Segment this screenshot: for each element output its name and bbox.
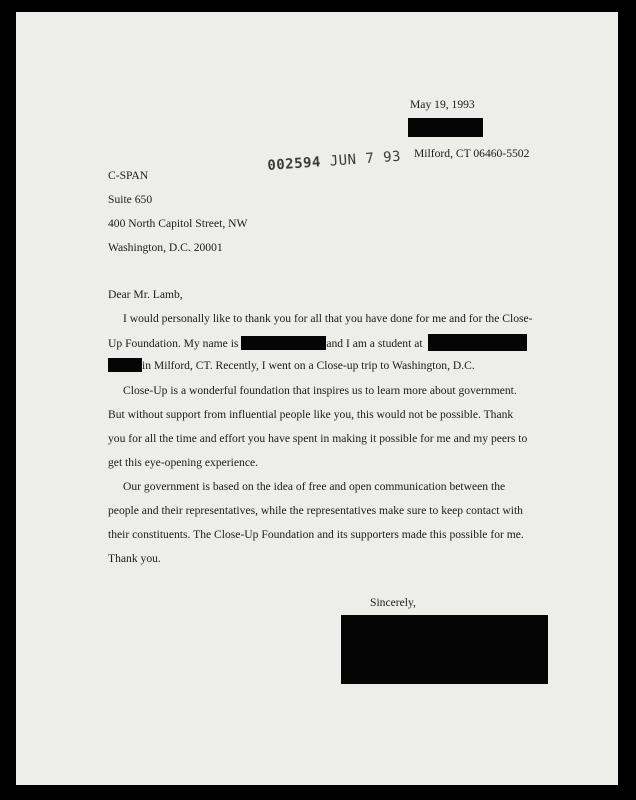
body-line: Thank you. [108, 552, 161, 565]
recipient-city: Washington, D.C. 20001 [108, 241, 223, 254]
redacted-sender-name [408, 118, 483, 137]
body-line: their constituents. The Close-Up Foundation and its supporters made this possible for me. [108, 528, 524, 541]
letter-date: May 19, 1993 [410, 98, 475, 111]
body-text: and I am a student at [326, 337, 423, 350]
received-stamp [267, 149, 402, 174]
recipient-suite: Suite 650 [108, 193, 153, 206]
redacted-school-name [428, 334, 527, 351]
stamp-date: JUN 7 93 [329, 148, 402, 170]
body-line: people and their representatives, while the representatives make sure to keep contact with [108, 504, 523, 517]
body-line: I would personally like to thank you for all that you have done for me and for the Close- [123, 312, 533, 325]
letter-page [16, 12, 618, 785]
body-line: you for all the time and effort you have spent in making it possible for me and my peers to [108, 432, 528, 445]
sender-city: Milford, CT 06460-5502 [414, 147, 530, 160]
body-text: Up Foundation. My name is [108, 337, 242, 350]
body-line: But without support from influential people like you, this would not be possible. Thank [108, 408, 514, 421]
redacted-school-name-cont [108, 358, 142, 372]
redacted-student-name [241, 336, 326, 350]
stamp-number: 002594 [266, 154, 322, 174]
closing: Sincerely, [370, 596, 416, 609]
redacted-signature [341, 615, 548, 684]
body-text: in Milford, CT. Recently, I went on a Close-up trip to Washington, D.C. [142, 359, 475, 372]
body-line [108, 336, 423, 350]
body-line: Close-Up is a wonderful foundation that inspires us to learn more about government. [123, 384, 517, 397]
body-line: Our government is based on the idea of free and open communication between the [123, 480, 506, 493]
salutation: Dear Mr. Lamb, [108, 288, 183, 301]
body-line: get this eye-opening experience. [108, 456, 259, 469]
recipient-name: C-SPAN [108, 169, 149, 182]
recipient-street: 400 North Capitol Street, NW [108, 217, 248, 230]
body-line [108, 358, 475, 372]
